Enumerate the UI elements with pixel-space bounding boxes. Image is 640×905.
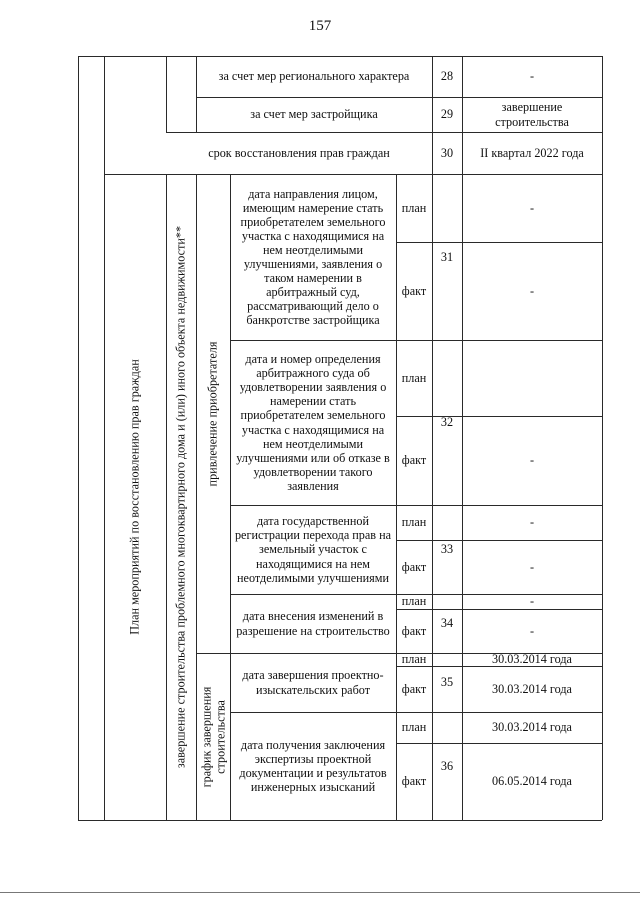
row-30-label: срок восстановления прав граждан [208, 145, 390, 160]
column-divider [196, 174, 197, 820]
row-30-number: 30 [440, 145, 454, 160]
row-36-fact-value: 06.05.2014 года [492, 774, 572, 789]
page-number: 157 [308, 18, 332, 34]
row-35-plan-label: план [401, 652, 427, 667]
row-28-label: за счет мер регионального характера [218, 69, 410, 84]
row-34-label: дата внесения изменений в разрешение на строительство [236, 609, 390, 638]
row-31-label: дата направления лицом, имеющим намерение стать приобретателем земельного участка с находящимися на нем неотделимыми улучшениями, заявления о таком намерении в арбитражный суд, рассматривающий дело о банкротстве застройщика [240, 186, 386, 328]
row-34-number: 34 [440, 616, 454, 631]
table-right-border [602, 56, 603, 820]
row-31-number: 31 [440, 249, 454, 264]
row-35-fact-value: 30.03.2014 года [492, 681, 572, 696]
row-35-label: дата завершения проектно-изыскательских работ [242, 668, 384, 697]
row-31-fact-value: - [529, 283, 535, 298]
row-33-fact-label: факт [401, 559, 427, 574]
row-32-number: 32 [440, 415, 454, 430]
row-34-plan-value: - [529, 594, 535, 609]
row-36-label: дата получения заключения экспертизы проектной документации и результатов инженерных изысканий [239, 737, 387, 795]
completion-vertical-label: завершение строительства проблемного многоквартирного дома и (или) иного объекта недвижимости** [173, 225, 188, 769]
row-29-value: завершение строительства [495, 100, 569, 129]
attraction-vertical-label: привлечение приобретателя [205, 341, 220, 487]
row-28-number: 28 [440, 69, 454, 84]
row-34-fact-value: - [529, 623, 535, 638]
row-31-plan-value: - [529, 200, 535, 215]
column-divider [166, 174, 167, 820]
row-32-fact-label: факт [401, 453, 427, 468]
page-bottom-rule [0, 892, 640, 893]
row-35-plan-value: 30.03.2014 года [492, 652, 572, 667]
row-34-fact-label: факт [401, 623, 427, 638]
table-left-border [78, 56, 79, 820]
row-35-fact-label: факт [401, 681, 427, 696]
row-33-plan-value: - [529, 515, 535, 530]
row-32-fact-value: - [529, 453, 535, 468]
row-33-number: 33 [440, 542, 454, 557]
row-31-fact-label: факт [401, 283, 427, 298]
row-33-fact-value: - [529, 559, 535, 574]
row-36-number: 36 [440, 758, 454, 773]
column-divider [166, 56, 167, 132]
row-36-plan-label: план [401, 720, 427, 735]
schedule-vertical-label-line2: строительства [213, 700, 228, 774]
row-36-plan-value: 30.03.2014 года [492, 720, 572, 735]
schedule-vertical-label-line1: график завершения [199, 686, 214, 788]
row-31-plan-label: план [401, 200, 427, 215]
row-33-plan-label: план [401, 515, 427, 530]
row-32-plan-label: план [401, 370, 427, 385]
row-35-number: 35 [440, 675, 454, 690]
plan-vertical-label: План мероприятий по восстановлению прав граждан [127, 359, 142, 635]
row-33-label: дата государственной регистрации перехода прав на земельный участок с находящимися на нем неотделимыми улучшениями [234, 514, 392, 585]
row-32-label: дата и номер определения арбитражного суда об удовлетворении заявления о намерении стать приобретателем земельного участка с находящимися на нем неотделимыми улучшениями или об отказе в удовлетворении такого заявления [236, 352, 390, 493]
row-29-number: 29 [440, 107, 454, 122]
row-36-fact-label: факт [401, 774, 427, 789]
row-34-plan-label: план [401, 594, 427, 609]
row-32-plan-value [462, 340, 602, 416]
row-30-value: II квартал 2022 года [480, 145, 584, 160]
row-29-label: за счет мер застройщика [250, 107, 378, 122]
column-divider [104, 56, 105, 820]
table-bottom-border [78, 820, 602, 821]
row-28-value: - [529, 69, 535, 84]
